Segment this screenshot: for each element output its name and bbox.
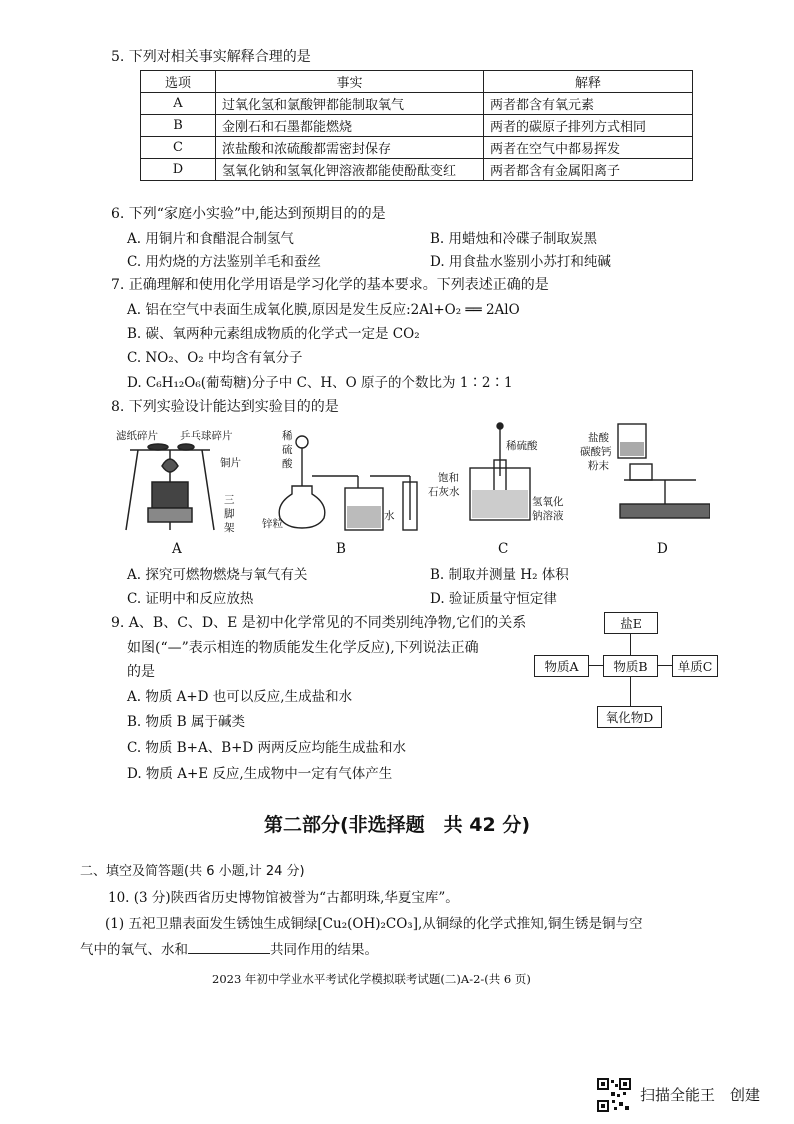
apparatus-d (618, 424, 710, 518)
diagram-node-c: 单质C (672, 655, 718, 677)
table-cell: B (141, 115, 216, 137)
table-row (141, 93, 693, 115)
table-cell: 金刚石和石墨都能燃烧 (216, 115, 484, 137)
table-cell: C (141, 137, 216, 159)
fig-letter-d: D (657, 541, 668, 557)
section-heading: 二、填空及简答题(共 6 小题,计 24 分) (80, 864, 305, 879)
q10-part1-line1: (1) 五祀卫鼎表面发生锈蚀生成铜绿[Cu₂(OH)₂CO₃],从铜绿的化学式推知,铜生锈是铜与空 (105, 916, 643, 932)
fig-label: 钠溶液 (532, 510, 564, 522)
fig-label: 盐酸 (588, 432, 609, 444)
answer-blank[interactable] (188, 941, 270, 954)
q10-part1-text: 气中的氧气、水和 (80, 942, 188, 958)
diagram-node-d: 氧化物D (597, 706, 662, 728)
q9-stem-line1: 9. A、B、C、D、E 是初中化学常见的不同类别纯净物,它们的关系 (111, 615, 527, 631)
q9-stem-line3: 的是 (127, 664, 155, 680)
page-footer: 2023 年初中学业水平考试化学模拟联考试题(二)A-2-(共 6 页) (212, 972, 531, 986)
table-row (141, 137, 693, 159)
q8-option-b: B. 制取并测量 H₂ 体积 (430, 567, 569, 583)
q8-stem: 8. 下列实验设计能达到实验目的的是 (111, 399, 339, 415)
fig-label: 乒乓球碎片 (180, 430, 233, 442)
fig-label: 滤纸碎片 (116, 430, 158, 442)
table-row (141, 115, 693, 137)
q9-option-b: B. 物质 B 属于碱类 (127, 714, 246, 730)
table-header: 事实 (216, 71, 484, 93)
q9-option-d: D. 物质 A+E 反应,生成物中一定有气体产生 (127, 766, 393, 782)
q7-option-a: A. 铝在空气中表面生成氧化膜,原因是发生反应:2Al+O₂ ══ 2AlO (127, 302, 520, 318)
diagram-link-a-b (587, 665, 603, 666)
table-cell: 氢氧化钠和氢氧化钾溶液都能使酚酞变红 (216, 159, 484, 181)
q8-option-a: A. 探究可燃物燃烧与氧气有关 (127, 567, 308, 583)
table-cell: 浓盐酸和浓硫酸都需密封保存 (216, 137, 484, 159)
q7-option-b: B. 碳、氧两种元素组成物质的化学式一定是 CO₂ (127, 326, 420, 342)
fig-label: 碳酸钙 (580, 446, 612, 458)
diagram-link-b-d (630, 676, 631, 706)
fig-label: 脚 (224, 508, 235, 520)
q10-part1-line2 (80, 938, 378, 958)
qr-code-icon (597, 1078, 631, 1112)
fig-label: 酸 (282, 458, 293, 470)
q8-option-c: C. 证明中和反应放热 (127, 591, 254, 607)
table-cell: 两者的碳原子排列方式相同 (484, 115, 693, 137)
q7-option-c: C. NO₂、O₂ 中均含有氧分子 (127, 350, 303, 366)
fig-label: 硫 (282, 444, 293, 456)
table-header: 选项 (141, 71, 216, 93)
diagram-node-a: 物质A (534, 655, 589, 677)
table-cell: 两者在空气中都易挥发 (484, 137, 693, 159)
fig-label: 锌粒 (262, 518, 283, 530)
q6-option-a: A. 用铜片和食醋混合制氢气 (127, 231, 294, 247)
table-cell: 两者都含有氧元素 (484, 93, 693, 115)
table-cell: A (141, 93, 216, 115)
q6-option-b: B. 用蜡烛和冷碟子制取炭黑 (430, 231, 598, 247)
table-cell: D (141, 159, 216, 181)
table-row (141, 159, 693, 181)
q10-part1-text-end: 共同作用的结果。 (270, 942, 378, 958)
q6-option-d: D. 用食盐水鉴别小苏打和纯碱 (430, 254, 611, 270)
watermark-text: 扫描全能王 创建 (640, 1086, 761, 1104)
fig-label: 稀 (282, 430, 293, 442)
q9-option-a: A. 物质 A+D 也可以反应,生成盐和水 (127, 689, 353, 705)
q10-stem: 10. (3 分)陕西省历史博物馆被誉为“古都明珠,华夏宝库”。 (108, 890, 459, 906)
fig-label: 架 (224, 522, 235, 534)
fig-letter-a: A (172, 541, 182, 557)
table-header: 解释 (484, 71, 693, 93)
q6-stem: 6. 下列“家庭小实验”中,能达到预期目的的是 (111, 206, 386, 222)
fig-label: 三 (224, 494, 235, 506)
table-header-row (141, 71, 693, 93)
fig-label: 水 (384, 510, 395, 522)
fig-label: 石灰水 (428, 486, 460, 498)
diagram-node-e: 盐E (604, 612, 658, 634)
part-two-heading: 第二部分(非选择题 共 42 分) (263, 814, 531, 836)
diagram-link-b-c (656, 665, 672, 666)
q7-stem: 7. 正确理解和使用化学用语是学习化学的基本要求。下列表述正确的是 (111, 277, 549, 293)
fig-label: 稀硫酸 (506, 440, 538, 452)
table-cell: 两者都含有金属阳离子 (484, 159, 693, 181)
diagram-node-b: 物质B (603, 655, 658, 677)
fig-label: 铜片 (220, 457, 241, 469)
apparatus-b (279, 436, 417, 530)
q8-option-d: D. 验证质量守恒定律 (430, 591, 557, 607)
q6-option-c: C. 用灼烧的方法鉴别羊毛和蚕丝 (127, 254, 321, 270)
q7-option-d: D. C₆H₁₂O₆(葡萄糖)分子中 C、H、O 原子的个数比为 1∶2∶1 (127, 375, 513, 391)
fig-label: 饱和 (438, 472, 459, 484)
fig-label: 粉末 (588, 460, 609, 472)
q5-stem: 5. 下列对相关事实解释合理的是 (111, 49, 311, 65)
apparatus-a (126, 444, 214, 530)
fig-label: 氢氧化 (532, 496, 564, 508)
fig-letter-c: C (498, 541, 509, 557)
table-cell: 过氧化氢和氯酸钾都能制取氧气 (216, 93, 484, 115)
fig-letter-b: B (336, 541, 346, 557)
q5-table (140, 70, 693, 181)
q9-option-c: C. 物质 B+A、B+D 两两反应均能生成盐和水 (127, 740, 407, 756)
q9-stem-line2: 如图(“—”表示相连的物质能发生化学反应),下列说法正确 (127, 640, 479, 656)
